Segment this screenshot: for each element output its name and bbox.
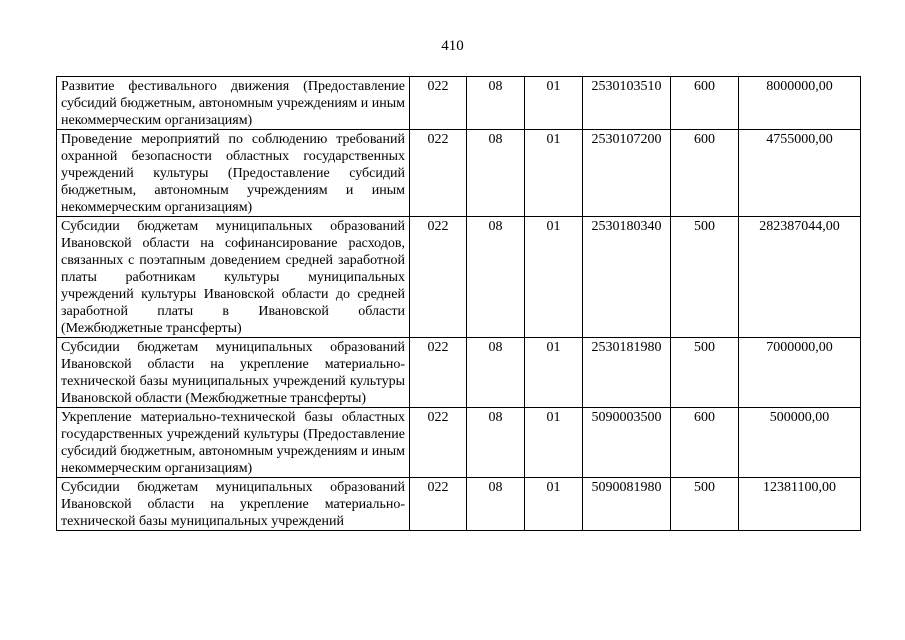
section-code-cell: 08 (467, 338, 525, 408)
table-row (57, 408, 861, 478)
page-number: 410 (441, 38, 464, 54)
table-row (57, 478, 861, 531)
subsection-code-cell: 01 (525, 338, 583, 408)
target-code-cell: 2530181980 (583, 338, 671, 408)
section-code-cell: 08 (467, 408, 525, 478)
description-line: Развитие фестивального движения (Предоставление (61, 79, 405, 94)
description-line: технической базы муниципальных учреждений (61, 374, 346, 389)
expense-type-cell: 500 (671, 338, 739, 408)
amount-cell: 500000,00 (739, 408, 861, 478)
section-code-cell: 08 (467, 217, 525, 338)
description-line: расходов, связанных с поэтапным доведением (61, 236, 406, 268)
expense-type-cell: 500 (671, 478, 739, 531)
description-line: Субсидии бюджетам муниципальных образований (61, 219, 405, 234)
ministry-code-cell: 022 (410, 408, 467, 478)
description-line: иным некоммерческим организациям) (61, 96, 406, 128)
table-row (57, 130, 861, 217)
description-line: организациям) (164, 200, 253, 215)
description-line: средней заработной платы работникам культуры (61, 253, 405, 285)
description-line: Ивановской области на софинансирование (61, 236, 338, 251)
ministry-code-cell: 022 (410, 77, 467, 130)
description-line: областных государственных учреждений культуры (61, 410, 405, 442)
table-row (57, 77, 861, 130)
section-code-cell: 08 (467, 130, 525, 217)
description-cell (57, 408, 410, 478)
section-code-cell: 08 (467, 77, 525, 130)
target-code-cell: 5090081980 (583, 478, 671, 531)
table-row (57, 338, 861, 408)
description-line: автономным учреждениям и иным некоммерческим (61, 183, 405, 215)
description-line: области до средней заработной платы в Ивановской (61, 287, 405, 319)
description-line: Ивановской области на укрепление материально- (61, 357, 405, 372)
description-line: Укрепление материально-технической базы (61, 410, 333, 425)
amount-cell: 12381100,00 (739, 478, 861, 531)
expense-type-cell: 600 (671, 77, 739, 130)
description-line: Субсидии бюджетам муниципальных образований (61, 340, 405, 355)
target-code-cell: 5090003500 (583, 408, 671, 478)
description-line: технической базы муниципальных учреждений (61, 514, 344, 529)
description-cell (57, 77, 410, 130)
description-line: организациям) (164, 461, 253, 476)
description-line: (Предоставление субсидий бюджетным, (61, 427, 405, 459)
description-cell (57, 217, 410, 338)
description-line: области (Межбюджетные трансферты) (61, 304, 406, 336)
expense-type-cell: 600 (671, 130, 739, 217)
description-line: трансферты) (290, 391, 367, 406)
description-line: муниципальных учреждений культуры Ивановской (61, 270, 405, 302)
subsection-code-cell: 01 (525, 478, 583, 531)
description-line: Проведение мероприятий по соблюдению (61, 132, 328, 147)
table-row (57, 217, 861, 338)
description-line: автономным учреждениям и иным некоммерческим (61, 444, 406, 476)
description-cell (57, 130, 410, 217)
ministry-code-cell: 022 (410, 217, 467, 338)
ministry-code-cell: 022 (410, 478, 467, 531)
subsection-code-cell: 01 (525, 217, 583, 338)
subsection-code-cell: 01 (525, 77, 583, 130)
description-cell (57, 338, 410, 408)
subsection-code-cell: 01 (525, 408, 583, 478)
description-line: культуры Ивановской области (Межбюджетные (61, 374, 405, 406)
expense-type-cell: 500 (671, 217, 739, 338)
ministry-code-cell: 022 (410, 338, 467, 408)
amount-cell: 282387044,00 (739, 217, 861, 338)
target-code-cell: 2530180340 (583, 217, 671, 338)
amount-cell: 4755000,00 (739, 130, 861, 217)
target-code-cell: 2530103510 (583, 77, 671, 130)
section-code-cell: 08 (467, 478, 525, 531)
target-code-cell: 2530107200 (583, 130, 671, 217)
amount-cell: 8000000,00 (739, 77, 861, 130)
budget-table (56, 76, 861, 531)
ministry-code-cell: 022 (410, 130, 467, 217)
amount-cell: 7000000,00 (739, 338, 861, 408)
expense-type-cell: 600 (671, 408, 739, 478)
description-line: субсидий бюджетным, автономным учреждениям и (61, 96, 369, 111)
description-line: (Предоставление субсидий бюджетным, (61, 166, 405, 198)
description-line: требований охранной безопасности областных (61, 132, 405, 164)
subsection-code-cell: 01 (525, 130, 583, 217)
description-cell (57, 478, 410, 531)
description-line: Ивановской области на укрепление материально- (61, 497, 405, 512)
description-line: Субсидии бюджетам муниципальных образований (61, 480, 405, 495)
description-line: государственных учреждений культуры (61, 149, 406, 181)
